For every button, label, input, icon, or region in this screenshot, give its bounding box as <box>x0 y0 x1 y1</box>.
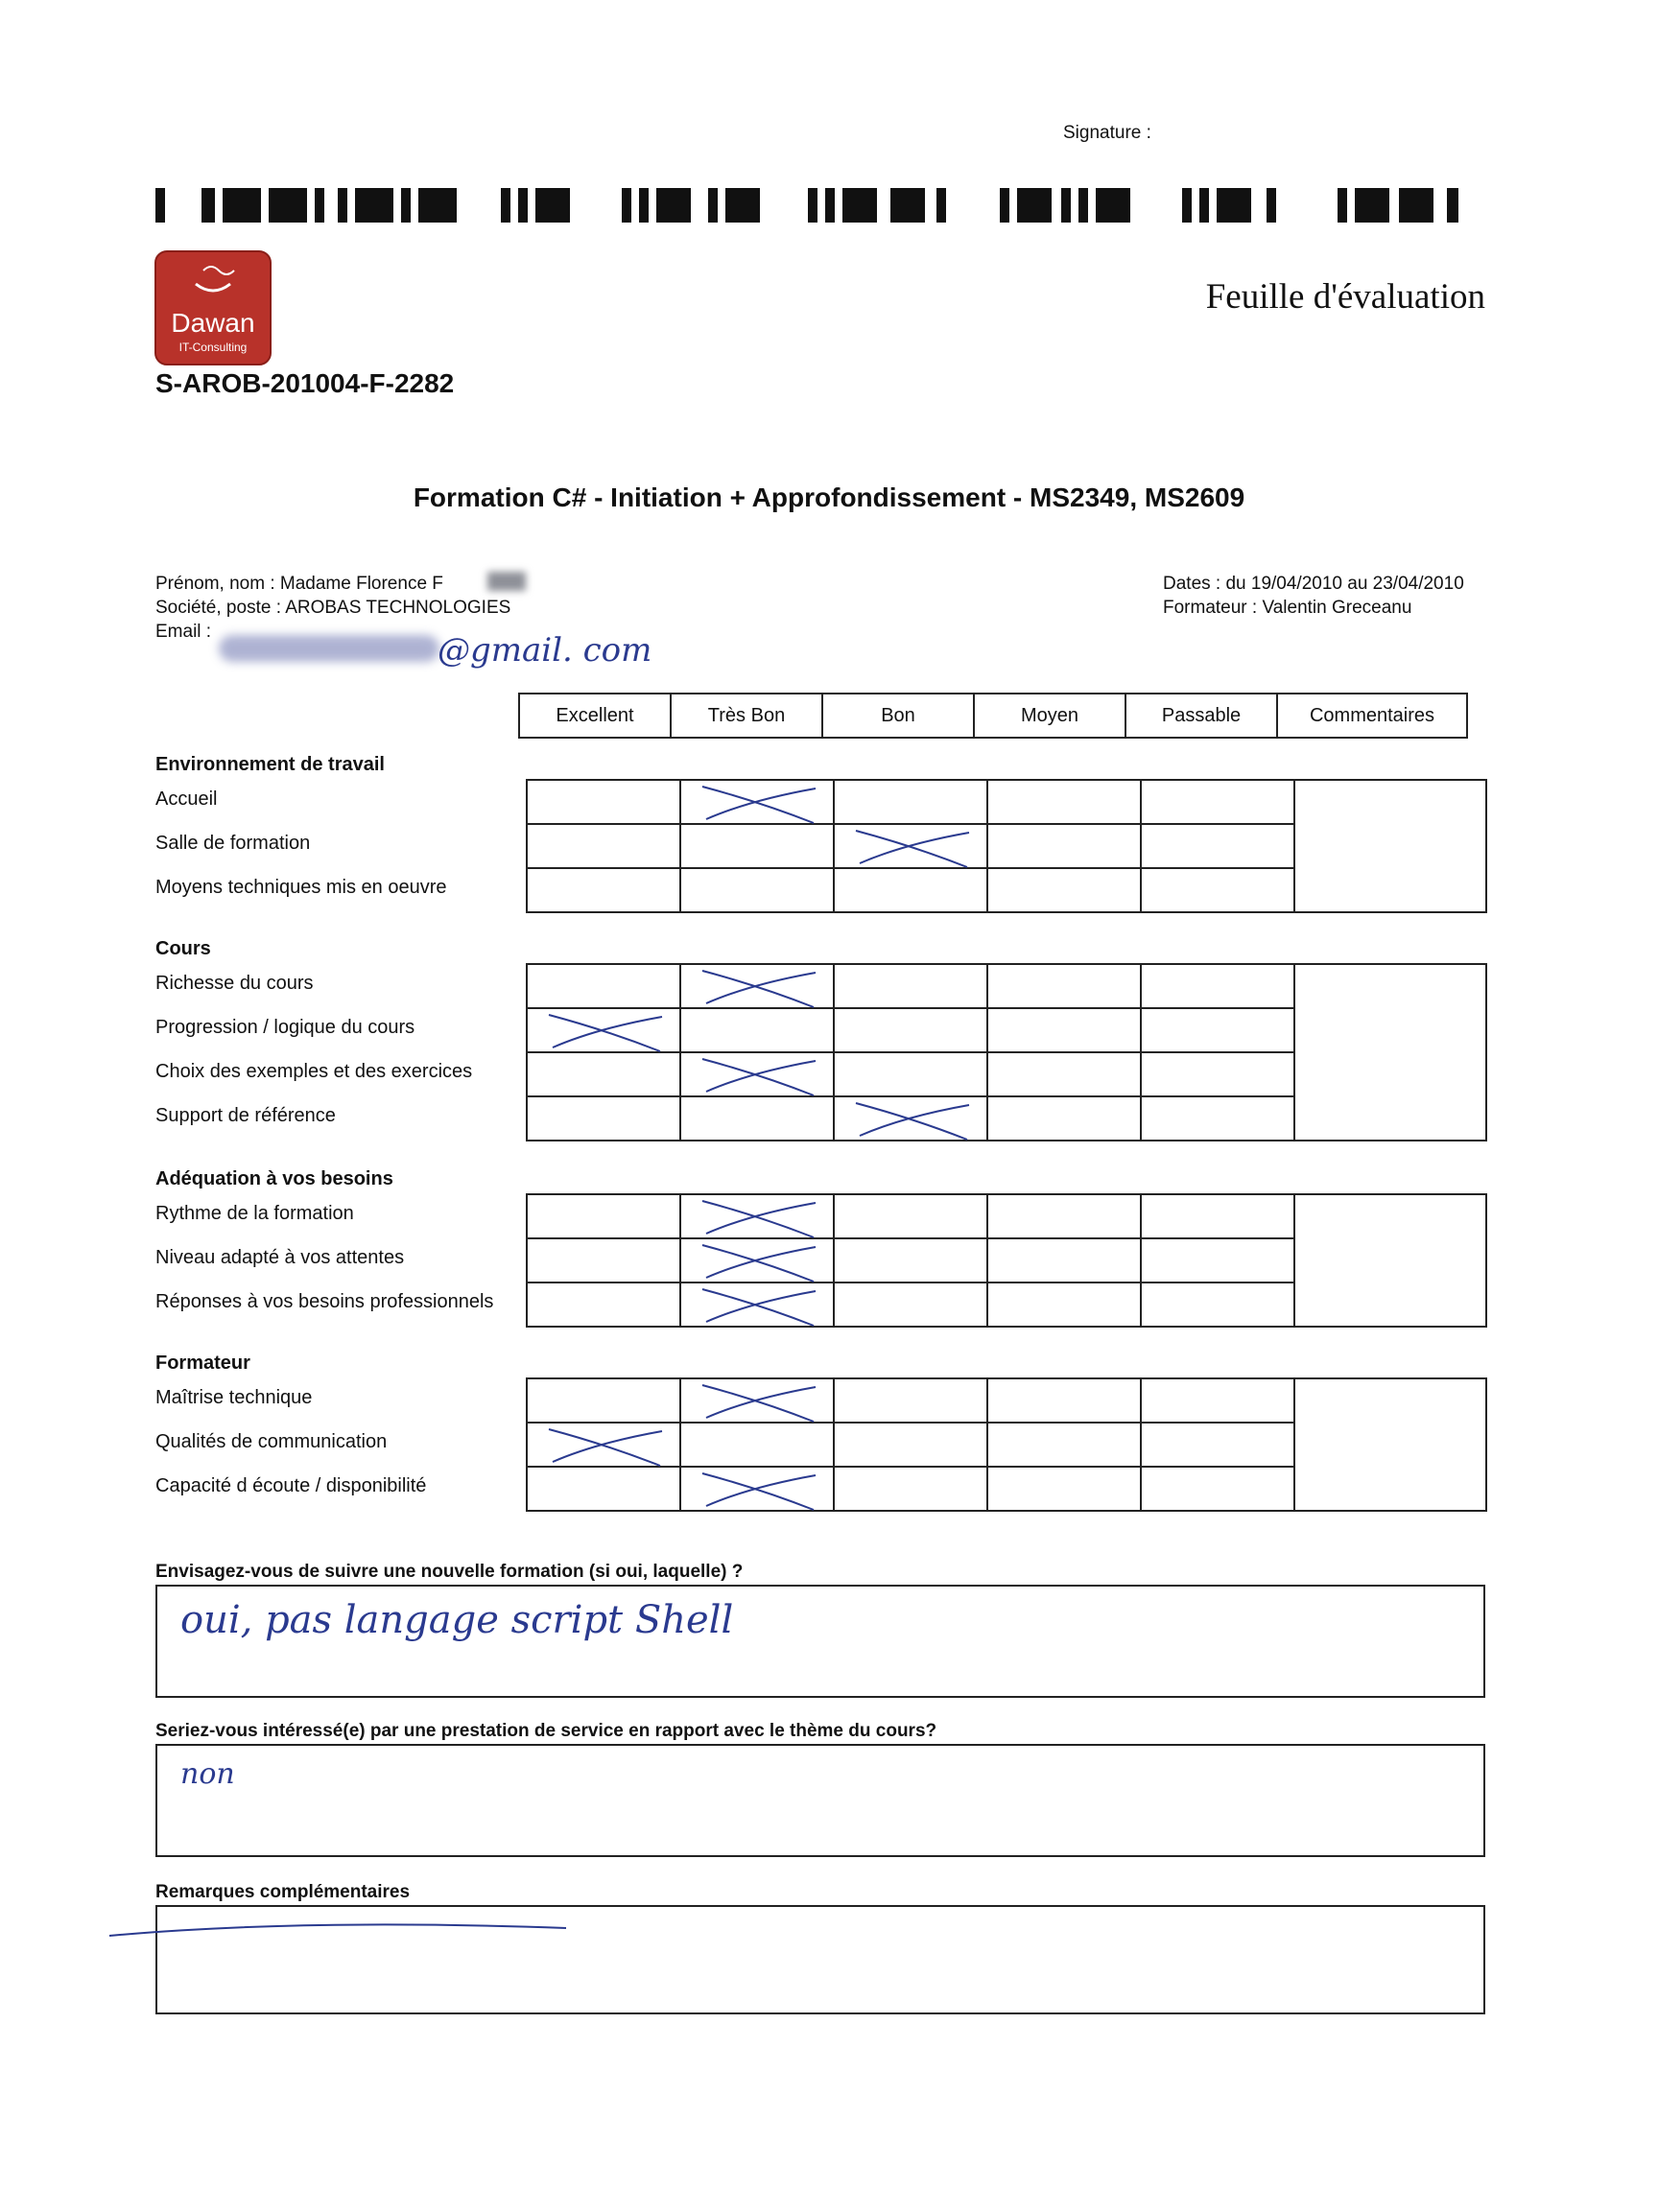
column-header: Très Bon <box>670 693 823 739</box>
table-row <box>527 1194 1486 1238</box>
row-label: Qualités de communication <box>155 1431 388 1452</box>
rating-cell[interactable] <box>834 1008 987 1052</box>
rating-cell[interactable] <box>987 1096 1141 1141</box>
row-label: Progression / logique du cours <box>155 1017 415 1038</box>
logo-subtext: IT-Consulting <box>178 341 248 354</box>
column-header: Excellent <box>518 693 672 739</box>
row-label: Support de référence <box>155 1105 336 1126</box>
cross-mark <box>539 1424 664 1470</box>
row-label: Niveau adapté à vos attentes <box>155 1247 405 1268</box>
page-title: Feuille d'évaluation <box>1205 277 1485 317</box>
cross-mark <box>693 1379 817 1425</box>
company-logo <box>154 249 272 366</box>
rating-cell[interactable] <box>680 964 834 1008</box>
answer-box[interactable] <box>155 1744 1485 1857</box>
cross-mark <box>539 1009 664 1055</box>
rating-cell[interactable] <box>1141 1052 1294 1096</box>
rating-cell[interactable] <box>1141 1423 1294 1467</box>
comment-cell[interactable] <box>1294 1378 1486 1511</box>
rating-grid <box>526 1193 1487 1328</box>
cross-mark <box>846 825 971 871</box>
handwritten-stroke <box>106 1915 576 1943</box>
answer-handwritten: oui, pas langage script Shell <box>180 1598 734 1642</box>
rating-cell[interactable] <box>680 824 834 868</box>
rating-cell[interactable] <box>987 868 1141 912</box>
rating-cell[interactable] <box>834 1052 987 1096</box>
rating-cell[interactable] <box>527 1467 680 1511</box>
column-header: Commentaires <box>1276 693 1468 739</box>
rating-cell[interactable] <box>680 1238 834 1282</box>
rating-cell[interactable] <box>1141 824 1294 868</box>
rating-cell[interactable] <box>834 1096 987 1141</box>
section-title: Adéquation à vos besoins <box>155 1168 393 1189</box>
rating-cell[interactable] <box>680 780 834 824</box>
row-label: Maîtrise technique <box>155 1387 313 1408</box>
course-title: Formation C# - Initiation + Approfondissement - MS2349, MS2609 <box>413 482 1245 512</box>
rating-cell[interactable] <box>834 1467 987 1511</box>
redaction-blur <box>219 635 439 662</box>
rating-cell[interactable] <box>987 1052 1141 1096</box>
cross-mark <box>693 1239 817 1285</box>
rating-cell[interactable] <box>680 1423 834 1467</box>
row-label: Capacité d écoute / disponibilité <box>155 1475 427 1496</box>
rating-cell[interactable] <box>680 1096 834 1141</box>
rating-cell[interactable] <box>834 868 987 912</box>
comment-cell[interactable] <box>1294 964 1486 1141</box>
rating-cell[interactable] <box>1141 780 1294 824</box>
column-header: Passable <box>1125 693 1278 739</box>
signature-label: Signature : <box>1063 123 1151 143</box>
rating-cell[interactable] <box>987 1008 1141 1052</box>
rating-cell[interactable] <box>987 1423 1141 1467</box>
trainer-line: Formateur : Valentin Greceanu <box>1163 598 1412 618</box>
rating-cell[interactable] <box>987 1194 1141 1238</box>
row-label: Moyens techniques mis en oeuvre <box>155 877 447 898</box>
dates-line: Dates : du 19/04/2010 au 23/04/2010 <box>1163 574 1464 594</box>
rating-cell[interactable] <box>527 1423 680 1467</box>
rating-cell[interactable] <box>987 780 1141 824</box>
row-label: Choix des exemples et des exercices <box>155 1061 473 1082</box>
comment-cell[interactable] <box>1294 1194 1486 1327</box>
rating-cell[interactable] <box>1141 1238 1294 1282</box>
row-label: Accueil <box>155 788 218 810</box>
rating-cell[interactable] <box>527 1282 680 1327</box>
section-title: Cours <box>155 938 211 959</box>
rating-cell[interactable] <box>1141 868 1294 912</box>
rating-cell[interactable] <box>1141 1282 1294 1327</box>
rating-cell[interactable] <box>680 1052 834 1096</box>
reference-code: S-AROB-201004-F-2282 <box>155 368 455 398</box>
rating-cell[interactable] <box>527 1052 680 1096</box>
rating-cell[interactable] <box>1141 1378 1294 1423</box>
question-label: Remarques complémentaires <box>155 1882 411 1902</box>
cross-mark <box>693 1468 817 1514</box>
rating-cell[interactable] <box>834 1282 987 1327</box>
table-row <box>527 1378 1486 1423</box>
cross-mark <box>846 1097 971 1143</box>
section-title: Environnement de travail <box>155 754 385 775</box>
email-handwritten: @gmail. com <box>438 631 652 670</box>
redaction-blur <box>487 572 526 591</box>
row-label: Réponses à vos besoins professionnels <box>155 1291 494 1312</box>
rating-cell[interactable] <box>527 1238 680 1282</box>
row-label: Salle de formation <box>155 833 311 854</box>
table-row <box>527 780 1486 824</box>
cross-mark <box>693 1195 817 1241</box>
barcode <box>155 188 1466 223</box>
rating-cell[interactable] <box>987 964 1141 1008</box>
rating-grid <box>526 1377 1487 1512</box>
rating-cell[interactable] <box>1141 1096 1294 1141</box>
rating-cell[interactable] <box>1141 1467 1294 1511</box>
section-title: Formateur <box>155 1353 250 1374</box>
rating-cell[interactable] <box>987 1467 1141 1511</box>
rating-cell[interactable] <box>834 1378 987 1423</box>
rating-cell[interactable] <box>680 1467 834 1511</box>
rating-cell[interactable] <box>987 1378 1141 1423</box>
rating-cell[interactable] <box>834 1194 987 1238</box>
rating-grid <box>526 963 1487 1141</box>
rating-cell[interactable] <box>527 1378 680 1423</box>
rating-cell[interactable] <box>680 868 834 912</box>
column-header: Bon <box>821 693 975 739</box>
rating-cell[interactable] <box>680 1008 834 1052</box>
rating-cell[interactable] <box>1141 1008 1294 1052</box>
rating-cell[interactable] <box>834 780 987 824</box>
rating-cell[interactable] <box>987 1282 1141 1327</box>
rating-cell[interactable] <box>527 1096 680 1141</box>
rating-grid <box>526 779 1487 913</box>
cross-mark <box>693 1053 817 1099</box>
cross-mark <box>693 1283 817 1330</box>
rating-cell[interactable] <box>527 964 680 1008</box>
cross-mark <box>693 781 817 827</box>
rating-cell[interactable] <box>680 1282 834 1327</box>
email-label: Email : <box>155 622 212 642</box>
row-label: Richesse du cours <box>155 973 314 994</box>
rating-cell[interactable] <box>527 824 680 868</box>
answer-handwritten: non <box>180 1757 235 1791</box>
table-row <box>527 964 1486 1008</box>
rating-cell[interactable] <box>527 1194 680 1238</box>
rating-cell[interactable] <box>527 1008 680 1052</box>
rating-cell[interactable] <box>680 1194 834 1238</box>
name-line: Prénom, nom : Madame Florence F <box>155 574 443 594</box>
rating-cell[interactable] <box>987 1238 1141 1282</box>
rating-cell[interactable] <box>527 780 680 824</box>
rating-cell[interactable] <box>1141 964 1294 1008</box>
row-label: Rythme de la formation <box>155 1203 354 1224</box>
rating-cell[interactable] <box>834 964 987 1008</box>
rating-cell[interactable] <box>680 1378 834 1423</box>
cross-mark <box>693 965 817 1011</box>
logo-text: Dawan <box>171 308 255 338</box>
rating-cell[interactable] <box>834 1238 987 1282</box>
rating-cell[interactable] <box>834 824 987 868</box>
rating-cell[interactable] <box>987 824 1141 868</box>
question-label: Seriez-vous intéressé(e) par une prestation de service en rapport avec le thème du cours? <box>155 1721 937 1741</box>
rating-cell[interactable] <box>834 1423 987 1467</box>
question-label: Envisagez-vous de suivre une nouvelle formation (si oui, laquelle) ? <box>155 1562 744 1582</box>
company-line: Société, poste : AROBAS TECHNOLOGIES <box>155 598 511 618</box>
column-header: Moyen <box>973 693 1126 739</box>
rating-cell[interactable] <box>1141 1194 1294 1238</box>
rating-cell[interactable] <box>527 868 680 912</box>
session-info <box>1163 572 1464 620</box>
comment-cell[interactable] <box>1294 780 1486 912</box>
